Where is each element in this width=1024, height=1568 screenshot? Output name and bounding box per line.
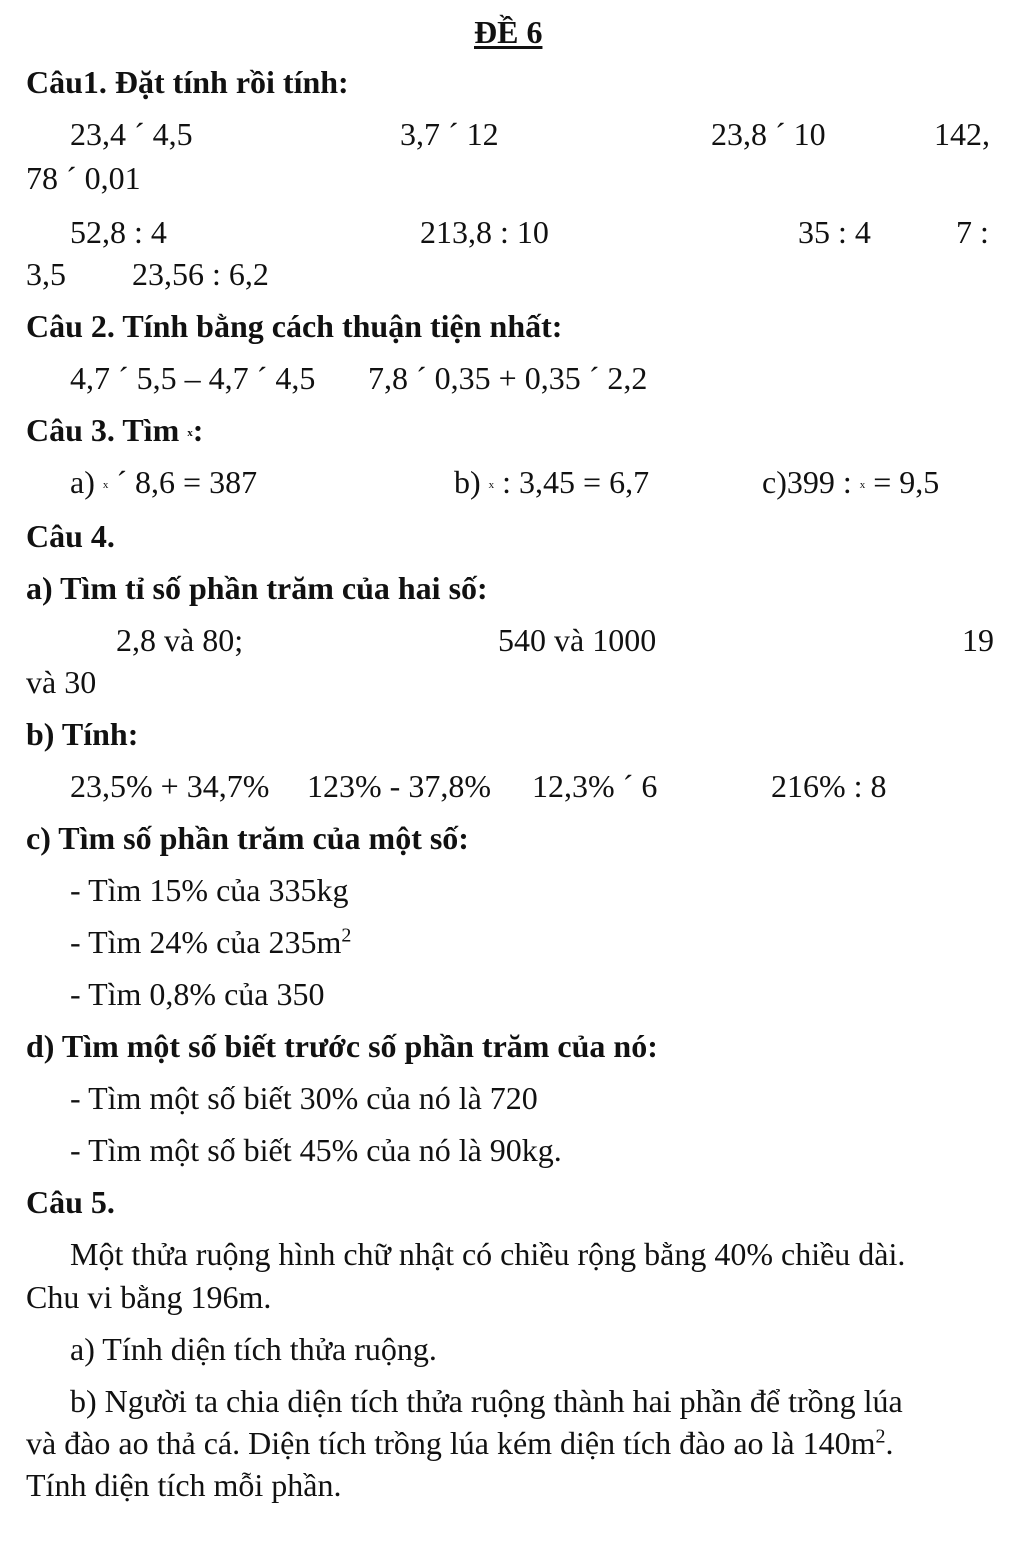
q4c-heading: c) Tìm số phần trăm của một số: [26, 820, 469, 856]
q1-heading: Câu1. Đặt tính rồi tính: [26, 64, 349, 100]
q4a-item-1: 2,8 và 80; [116, 622, 244, 658]
q5-part-b-line-2: và đào ao thả cá. Diện tích trồng lúa kém diện tích đào ao là $140m^2$. [26, 1425, 894, 1461]
q4b-expr-3: 12,3% ´ 6 [532, 768, 658, 804]
q1-expr-7: 35 : 4 [798, 214, 871, 250]
q4d-item-2: - Tìm một số biết 45% của nó là 90kg. [70, 1132, 562, 1168]
q4a-item-3b: và 30 [26, 664, 97, 700]
q1-expr-4b: 78 ´ 0,01 [26, 160, 141, 196]
q2-expr-2: 7,8 ´ 0,35 + 0,35 ´ 2,2 [368, 360, 648, 396]
q3-a: a) x ´ 8,6 = 387 [70, 464, 258, 500]
q1-expr-1: 23,4 ´ 4,5 [70, 116, 193, 152]
q5-part-a: a) Tính diện tích thửa ruộng. [70, 1331, 437, 1367]
q1-expr-8b: 3,5 [26, 256, 66, 292]
q4d-item-1: - Tìm một số biết 30% của nó là 720 [70, 1080, 538, 1116]
q4d-heading: d) Tìm một số biết trước số phần trăm của nó: [26, 1028, 658, 1064]
x-variable: x [859, 479, 866, 492]
q4b-expr-1: 23,5% + 34,7% [70, 768, 270, 804]
x-variable: x [488, 479, 495, 492]
q4-heading: Câu 4. [26, 518, 115, 554]
q4a-item-2: 540 và 1000 [498, 622, 657, 658]
q4c-item-2: - Tìm 24% của $235m^2$ [70, 924, 352, 960]
q1-expr-8a: 7 : [956, 214, 989, 250]
q4b-heading: b) Tính: [26, 716, 139, 752]
q5-paragraph-line-1: Một thửa ruộng hình chữ nhật có chiều rộng bằng 40% chiều dài. [70, 1236, 906, 1272]
page-title: ĐỀ 6 [474, 14, 543, 50]
q4b-expr-4: 216% : 8 [771, 768, 887, 804]
q2-expr-1: 4,7 ´ 5,5 – 4,7 ´ 4,5 [70, 360, 316, 396]
q4c-item-1: - Tìm 15% của 335kg [70, 872, 349, 908]
x-variable: x [102, 479, 109, 492]
q4a-item-3a: 19 [962, 622, 994, 658]
q3-c: c)399 : x = 9,5 [762, 464, 940, 500]
q1-expr-3: 23,8 ´ 10 [711, 116, 826, 152]
q5-part-b-line-3: Tính diện tích mỗi phần. [26, 1467, 342, 1503]
q1-expr-6: 213,8 : 10 [420, 214, 549, 250]
q5-paragraph-line-2: Chu vi bằng 196m. [26, 1279, 272, 1315]
q3-heading: Câu 3. Tìm x: [26, 412, 204, 448]
q1-expr-4a: 142, [934, 116, 990, 152]
q4c-item-3: - Tìm 0,8% của 350 [70, 976, 325, 1012]
q2-heading: Câu 2. Tính bằng cách thuận tiện nhất: [26, 308, 563, 344]
q4a-heading: a) Tìm tỉ số phần trăm của hai số: [26, 570, 488, 606]
q5-part-b-line-1: b) Người ta chia diện tích thửa ruộng thành hai phần để trồng lúa [70, 1383, 903, 1419]
q3-b: b) x : 3,45 = 6,7 [454, 464, 650, 500]
q1-expr-2: 3,7 ´ 12 [400, 116, 499, 152]
q5-heading: Câu 5. [26, 1184, 115, 1220]
q1-expr-5: 52,8 : 4 [70, 214, 167, 250]
q1-expr-9: 23,56 : 6,2 [132, 256, 269, 292]
q4b-expr-2: 123% - 37,8% [307, 768, 491, 804]
x-variable: x [187, 427, 193, 440]
